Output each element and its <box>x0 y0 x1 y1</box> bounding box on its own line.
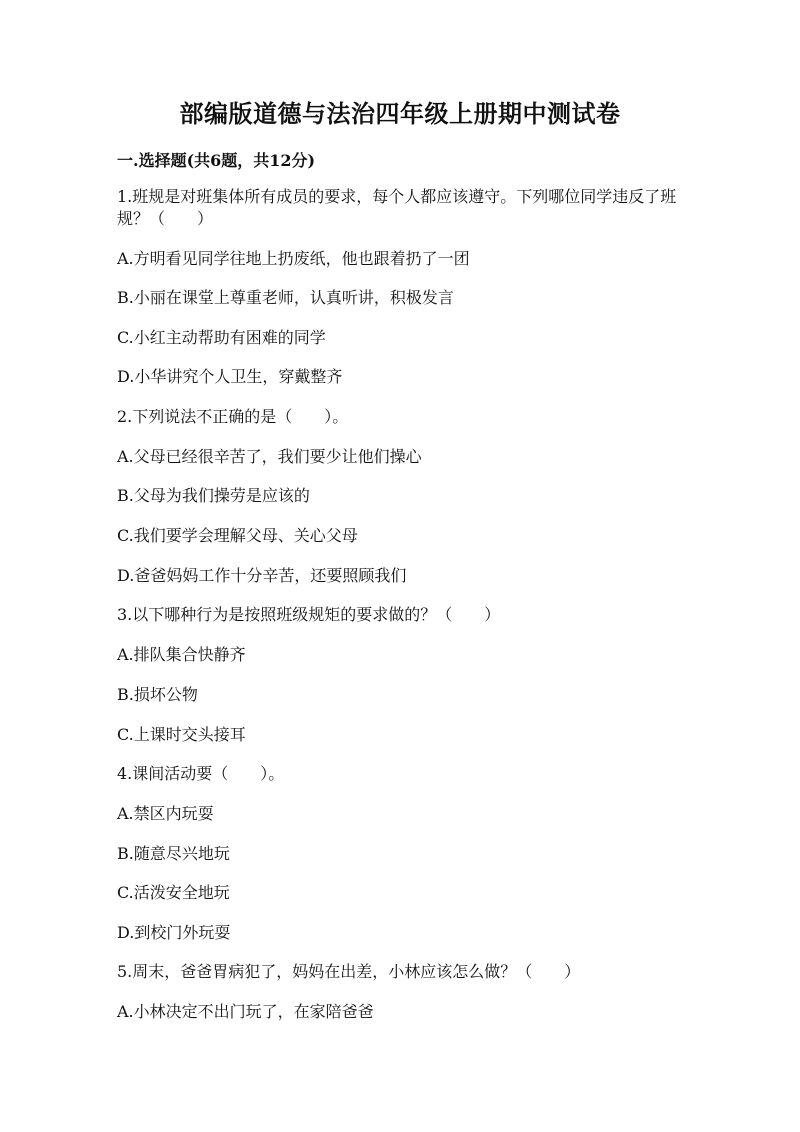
question-2-stem: 2.下列说法不正确的是（ ）。 <box>117 407 349 426</box>
question-2-option-a: A.父母已经很辛苦了，我们要少让他们操心 <box>117 447 422 466</box>
exam-title: 部编版道德与法治四年级上册期中测试卷 <box>179 99 621 128</box>
question-1-option-b: B.小丽在课堂上尊重老师，认真听讲，积极发言 <box>117 288 454 307</box>
question-3-option-b: B.损坏公物 <box>117 685 198 704</box>
question-3-stem: 3.以下哪种行为是按照班级规矩的要求做的？（ ） <box>117 605 501 624</box>
question-2-option-d: D.爸爸妈妈工作十分辛苦，还要照顾我们 <box>117 566 407 585</box>
question-4-option-c: C.活泼安全地玩 <box>117 883 230 902</box>
question-4-option-b: B.随意尽兴地玩 <box>117 844 230 863</box>
question-5-option-a: A.小林决定不出门玩了，在家陪爸爸 <box>117 1002 374 1021</box>
question-2-option-b: B.父母为我们操劳是应该的 <box>117 486 310 505</box>
section-heading: 一.选择题(共6题，共12分) <box>117 151 316 170</box>
question-5-stem: 5.周末，爸爸胃病犯了，妈妈在出差，小林应该怎么做？（ ） <box>117 962 581 981</box>
question-1-option-c: C.小红主动帮助有困难的同学 <box>117 328 326 347</box>
question-1-option-d: D.小华讲究个人卫生，穿戴整齐 <box>117 367 343 386</box>
question-1-option-a: A.方明看见同学往地上扔废纸，他也跟着扔了一团 <box>117 249 470 268</box>
question-4-option-d: D.到校门外玩耍 <box>117 923 231 942</box>
question-4-stem: 4.课间活动要（ ）。 <box>117 764 285 783</box>
question-4-option-a: A.禁区内玩耍 <box>117 804 214 823</box>
question-3-option-c: C.上课时交头接耳 <box>117 725 246 744</box>
question-2-option-c: C.我们要学会理解父母、关心父母 <box>117 526 358 545</box>
question-1-stem: 1.班规是对班集体所有成员的要求，每个人都应该遵守。下列哪位同学违反了班规？（ ） <box>117 187 677 228</box>
question-3-option-a: A.排队集合快静齐 <box>117 645 246 664</box>
